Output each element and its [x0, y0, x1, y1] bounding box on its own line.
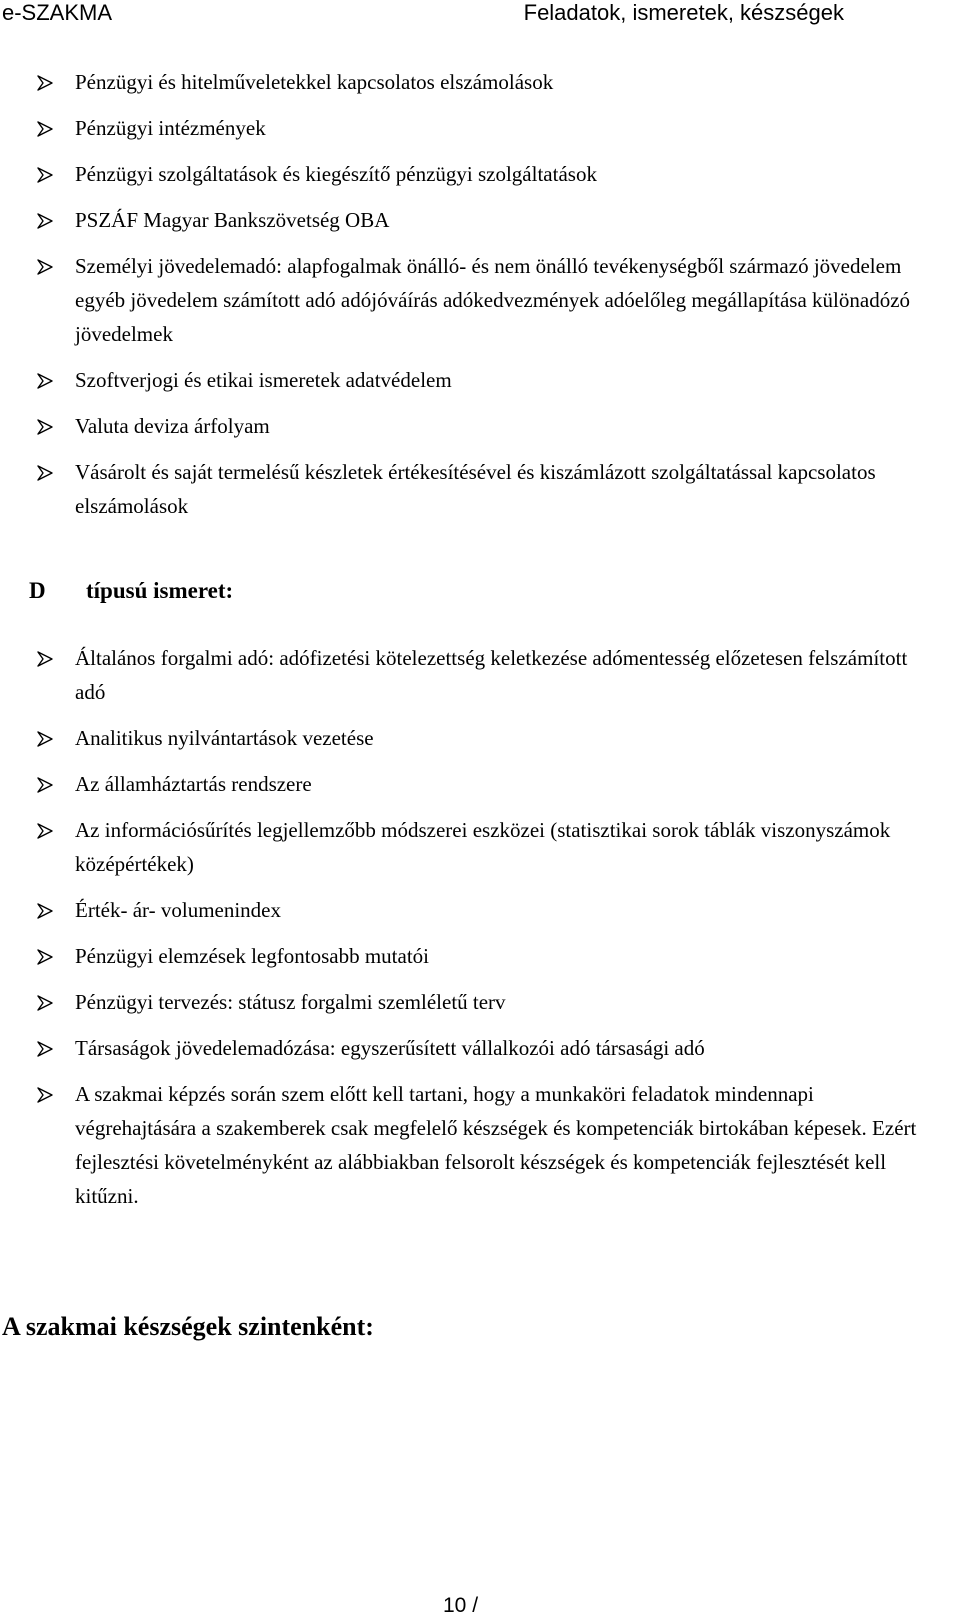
arrowhead-bullet-icon: [37, 651, 53, 667]
arrowhead-bullet-icon: [37, 465, 53, 481]
list-item-text: Analitikus nyilvántartások vezetése: [75, 726, 374, 750]
list-item: [0, 249, 960, 351]
list-item-text: Pénzügyi és hitelműveletekkel kapcsolatos elszámolások: [75, 70, 554, 94]
list-item-text: Az információsűrítés legjellemzőbb módszerei eszközei (statisztikai sorok táblák viszonyszámok középértékek): [75, 818, 891, 876]
list-item: [0, 641, 960, 709]
list-item: [0, 1077, 960, 1213]
list-item-text: Valuta deviza árfolyam: [75, 414, 270, 438]
list-item-text: Vásárolt és saját termelésű készletek értékesítésével és kiszámlázott szolgáltatással kapcsolatos elszámolások: [75, 460, 876, 518]
list-item-text: Társaságok jövedelemadózása: egyszerűsített vállalkozói adó társasági adó: [75, 1036, 705, 1060]
list-item-text: Az államháztartás rendszere: [75, 772, 312, 796]
bullet-list-d: [0, 641, 960, 1225]
list-item: [0, 1031, 960, 1065]
list-item: [0, 813, 960, 881]
arrowhead-bullet-icon: [37, 995, 53, 1011]
arrowhead-bullet-icon: [37, 213, 53, 229]
arrowhead-bullet-icon: [37, 259, 53, 275]
arrowhead-bullet-icon: [37, 823, 53, 839]
arrowhead-bullet-icon: [37, 1087, 53, 1103]
header-left-title: e-SZAKMA: [2, 0, 113, 25]
list-item-text: A szakmai képzés során szem előtt kell tartani, hogy a munkaköri feladatok mindennapi végrehajtására a szakemberek csak megfelelő készségek és kompetenciák birtokában képesek. Ezért fejlesztési követelményként az alábbiakban felsorolt készségek és kompetenciák fejlesztését kell kitűzni.: [75, 1082, 917, 1208]
arrowhead-bullet-icon: [37, 167, 53, 183]
arrowhead-bullet-icon: [37, 121, 53, 137]
list-item-text: Pénzügyi intézmények: [75, 116, 266, 140]
arrowhead-bullet-icon: [37, 373, 53, 389]
section-title: típusú ismeret:: [86, 578, 234, 603]
arrowhead-bullet-icon: [37, 1041, 53, 1057]
skills-section-title: A szakmai készségek szintenként:: [2, 1312, 374, 1341]
list-item-text: Érték- ár- volumenindex: [75, 898, 282, 922]
list-item: [0, 65, 960, 99]
arrowhead-bullet-icon: [37, 731, 53, 747]
arrowhead-bullet-icon: [37, 419, 53, 435]
list-item: [0, 721, 960, 755]
arrowhead-bullet-icon: [37, 777, 53, 793]
page-header: [0, 0, 960, 30]
bullet-list-c: [0, 65, 960, 535]
list-item: [0, 203, 960, 237]
list-item-text: PSZÁF Magyar Bankszövetség OBA: [75, 208, 390, 232]
arrowhead-bullet-icon: [37, 75, 53, 91]
list-item-text: Pénzügyi tervezés: státusz forgalmi szemléletű terv: [75, 990, 506, 1014]
list-item: [0, 111, 960, 145]
list-item: [0, 939, 960, 973]
list-item: [0, 409, 960, 443]
header-right-title: Feladatok, ismeretek, készségek: [523, 0, 844, 25]
arrowhead-bullet-icon: [37, 903, 53, 919]
list-item: [0, 985, 960, 1019]
list-item-text: Pénzügyi szolgáltatások és kiegészítő pénzügyi szolgáltatások: [75, 162, 597, 186]
list-item-text: Személyi jövedelemadó: alapfogalmak önálló- és nem önálló tevékenységből származó jövedelem egyéb jövedelem számított adó adójóváírás adókedvezmények adóelőleg megállapítása különadózó jövedelmek: [75, 254, 911, 346]
arrowhead-bullet-icon: [37, 949, 53, 965]
list-item-text: Pénzügyi elemzések legfontosabb mutatói: [75, 944, 429, 968]
list-item-text: Általános forgalmi adó: adófizetési kötelezettség keletkezése adómentesség előzetesen felszámított adó: [75, 646, 908, 704]
list-item: [0, 893, 960, 927]
list-item: [0, 157, 960, 191]
list-item: [0, 455, 960, 523]
list-item-text: Szoftverjogi és etikai ismeretek adatvédelem: [75, 368, 452, 392]
list-item: [0, 363, 960, 397]
page-number: 10 /: [443, 1594, 479, 1617]
list-item: [0, 767, 960, 801]
section-letter: D: [29, 578, 46, 603]
